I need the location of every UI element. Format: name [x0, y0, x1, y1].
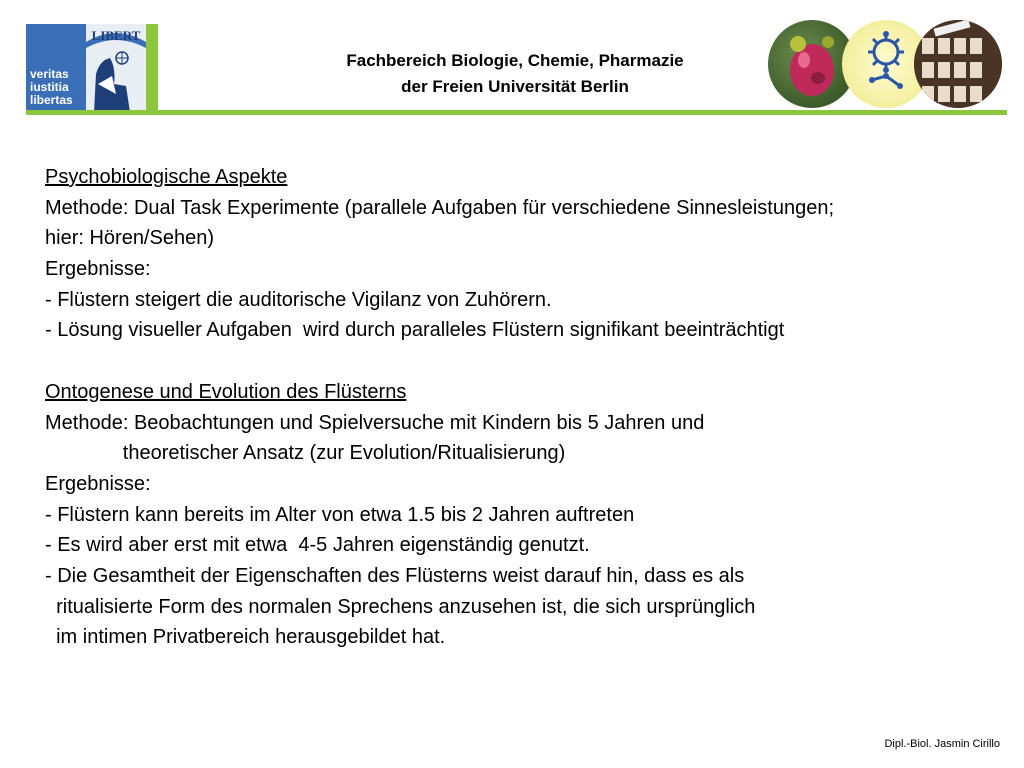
text-line: - Es wird aber erst mit etwa 4-5 Jahren eigenständig genutzt.	[45, 534, 590, 557]
text-line: theoretischer Ansatz (zur Evolution/Ritualisierung)	[45, 442, 566, 465]
section-heading-psychobiology: Psychobiologische Aspekte	[45, 166, 288, 188]
logo-word-1: veritas	[30, 67, 69, 81]
university-seal	[86, 24, 146, 112]
text-line: - Flüstern kann bereits im Alter von etwa 1.5 bis 2 Jahren auftreten	[45, 503, 635, 526]
text-line: - Die Gesamtheit der Eigenschaften des Flüsterns weist darauf hin, dass es als	[45, 564, 745, 587]
header-images	[768, 20, 1012, 110]
text-line: Methode: Dual Task Experimente (parallele Aufgaben für verschiedene Sinnesleistungen;	[45, 196, 835, 219]
text-line: Ergebnisse:	[45, 258, 151, 281]
university-logo	[26, 24, 158, 112]
seal-text: LIBERT	[91, 28, 141, 43]
text-line: - Lösung visueller Aufgaben wird durch paralleles Flüstern signifikant beeinträchtigt	[45, 319, 785, 342]
faculty-line-1: Fachbereich Biologie, Chemie, Pharmazie	[346, 51, 684, 70]
section-spacer	[45, 346, 1005, 377]
text-line: im intimen Privatbereich herausgebildet hat.	[45, 626, 446, 649]
logo-blue-panel	[26, 24, 86, 112]
slide-body	[45, 162, 1005, 653]
pharmacy-image	[914, 20, 1002, 108]
text-line: Ergebnisse:	[45, 472, 151, 495]
author-credit: Dipl.-Biol. Jasmin Cirillo	[884, 738, 1000, 750]
text-line: ritualisierte Form des normalen Sprechens anzusehen ist, die sich ursprünglich	[45, 595, 756, 618]
text-line: hier: Hören/Sehen)	[45, 227, 214, 250]
logo-word-2: iustitia	[30, 80, 69, 94]
logo-word-3: libertas	[30, 93, 73, 107]
logo-motto	[30, 68, 73, 107]
seal-icon	[86, 24, 146, 112]
text-line: Methode: Beobachtungen und Spielversuche mit Kindern bis 5 Jahren und	[45, 411, 705, 434]
faculty-line-2: der Freien Universität Berlin	[401, 77, 629, 96]
text-line: - Flüstern steigert die auditorische Vigilanz von Zuhörern.	[45, 288, 552, 311]
header-divider	[26, 110, 1007, 115]
faculty-title	[260, 48, 770, 100]
section-heading-ontogeny: Ontogenese und Evolution des Flüsterns	[45, 380, 407, 403]
logo-accent-bar	[146, 24, 158, 112]
apothecary-shelf-icon	[914, 20, 1002, 108]
